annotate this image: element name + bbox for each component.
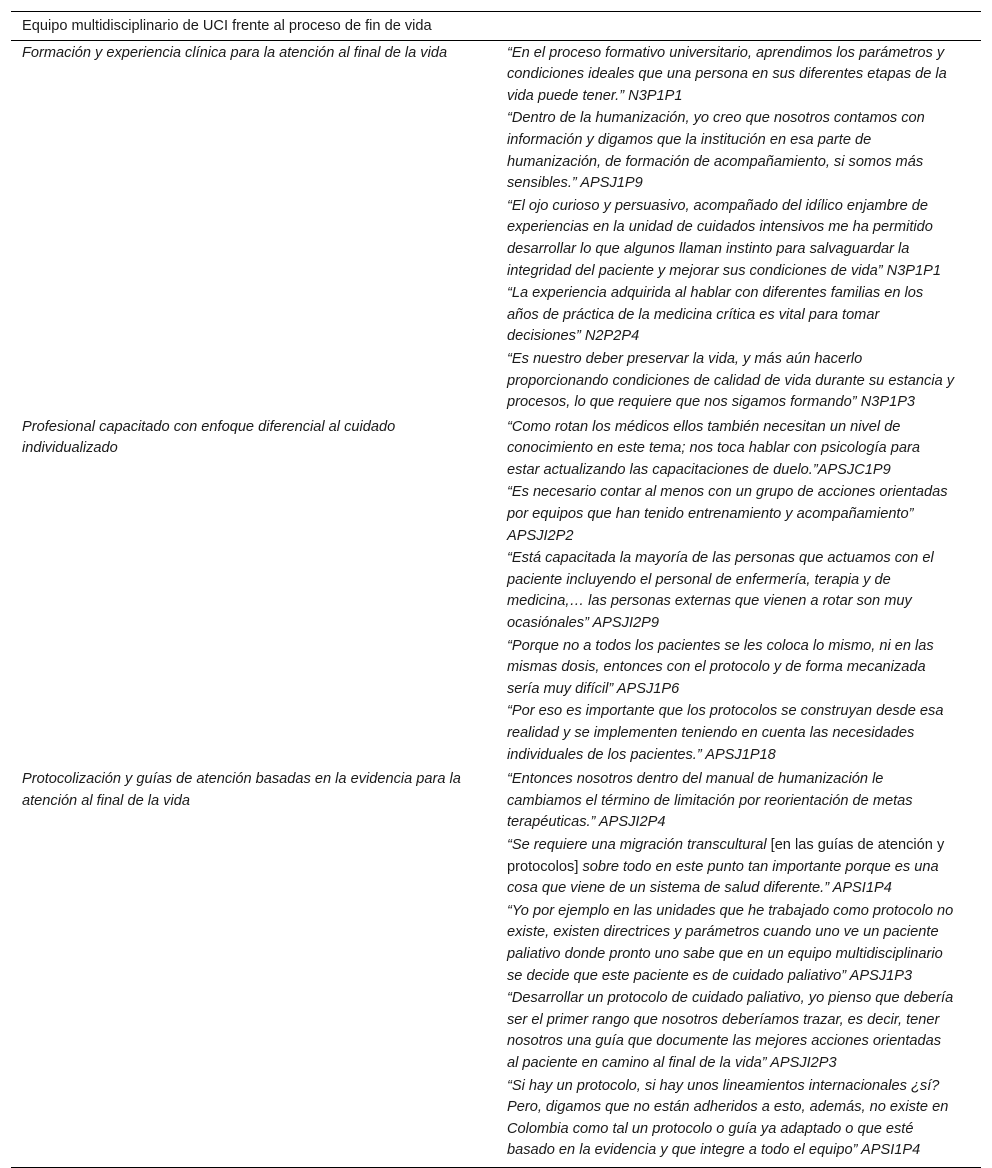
quote: “Como rotan los médicos ellos también necesitan un nivel de conocimiento en este tema; nos toca hablar con psicología para estar actualizando las capacitaciones de duelo.”APSJC1P9	[507, 418, 920, 478]
quote: “Por eso es importante que los protocolos se construyan desde esa realidad y se implementen teniendo en cuenta las necesidades individuales de los pacientes.” APSJ1P18	[507, 703, 944, 763]
quote: “En el proceso formativo universitario, aprendimos los parámetros y condiciones ideales que una persona en sus diferentes etapas de la vida puede tener.” N3P1P1	[507, 44, 947, 104]
quote: “Yo por ejemplo en las unidades que he trabajado como protocolo no existe, existen directrices y parámetros cuando uno ve un paciente paliativo donde pronto uno sabe que en un equipo multidisciplinario se decide que este paciente es de cuidado paliativo” APSJ1P3	[507, 902, 954, 984]
quote: “Entonces nosotros dentro del manual de humanización le cambiamos el término de limitación por reorientación de metas terapéuticas.” APSJI2P4	[507, 771, 913, 831]
qualitative-results-table	[11, 11, 981, 1168]
theme-cell: Formación y experiencia clínica para la atención al final de la vida	[11, 40, 496, 415]
quote: “Porque no a todos los pacientes se les coloca lo mismo, ni en las mismas dosis, entonces con el protocolo y de forma mecanizada sería muy difícil” APSJ1P6	[507, 637, 934, 697]
quote: “Es nuestro deber preservar la vida, y más aún hacerlo proporcionando condiciones de calidad de vida durante su estancia y procesos, lo que requiere que nos sigamos formando” N3P1P3	[507, 350, 955, 411]
quotes-cell	[496, 768, 981, 1168]
quotes-cell	[496, 415, 981, 768]
table-row	[11, 40, 981, 415]
quote: “Desarrollar un protocolo de cuidado paliativo, yo pienso que debería ser el primer rango que nosotros deberíamos trazar, es decir, tener nosotros una guía que documente las mejores acciones orientadas al paciente en camino al final de la vida” APSJI2P3	[507, 990, 954, 1071]
quote-part: “Se requiere una migración transcultural	[507, 836, 771, 853]
table-row	[11, 415, 981, 768]
table-header-row	[11, 12, 981, 41]
quote-part: sobre todo en este punto tan importante porque es una cosa que viene de un sistema de salud diferente.” APSI1P4	[507, 858, 939, 897]
quote: “Es necesario contar al menos con un grupo de acciones orientadas por equipos que han tenido entrenamiento y acompañamiento” APSJI2P2	[507, 484, 948, 544]
table-header: Equipo multidisciplinario de UCI frente al proceso de fin de vida	[11, 12, 981, 41]
quote-with-insertion	[507, 835, 955, 900]
quote: “Si hay un protocolo, si hay unos lineamientos internacionales ¿sí? Pero, digamos que no están adheridos a esto, además, no existe en Colombia como tal un protocolo o guía ya adaptado o que esté basado en la evidencia y que integre a todo el equipo” APSI1P4	[507, 1077, 949, 1159]
qualitative-results-table-container	[11, 11, 981, 1168]
theme-cell: Protocolización y guías de atención basadas en la evidencia para la atención al final de la vida	[11, 768, 496, 1168]
table-row	[11, 768, 981, 1168]
quote: “Dentro de la humanización, yo creo que nosotros contamos con información y digamos que la institución en esa parte de humanización, de formación de acompañamiento, si somos más sensibles.” APSJ1P9	[507, 110, 925, 192]
quote-editorial-insertion: [en las guías de atención y protocolos]	[507, 836, 945, 875]
quotes-cell	[496, 40, 981, 415]
quote: “El ojo curioso y persuasivo, acompañado del idílico enjambre de experiencias en la unidad de cuidados intensivos me ha permitido desarrollar lo que algunos llaman instinto para salvaguardar la integridad del paciente y mejorar sus condiciones de vida” N3P1P1	[507, 197, 942, 279]
quote: “La experiencia adquirida al hablar con diferentes familias en los años de práctica de la medicina crítica es vital para tomar decisiones” N2P2P4	[507, 285, 924, 345]
theme-cell: Profesional capacitado con enfoque diferencial al cuidado individualizado	[11, 415, 496, 768]
quote: “Está capacitada la mayoría de las personas que actuamos con el paciente incluyendo el personal de enfermería, terapia y de medicina,… las personas externas que vienen a rotar son muy ocasiónales” APSJI2P9	[507, 550, 934, 632]
